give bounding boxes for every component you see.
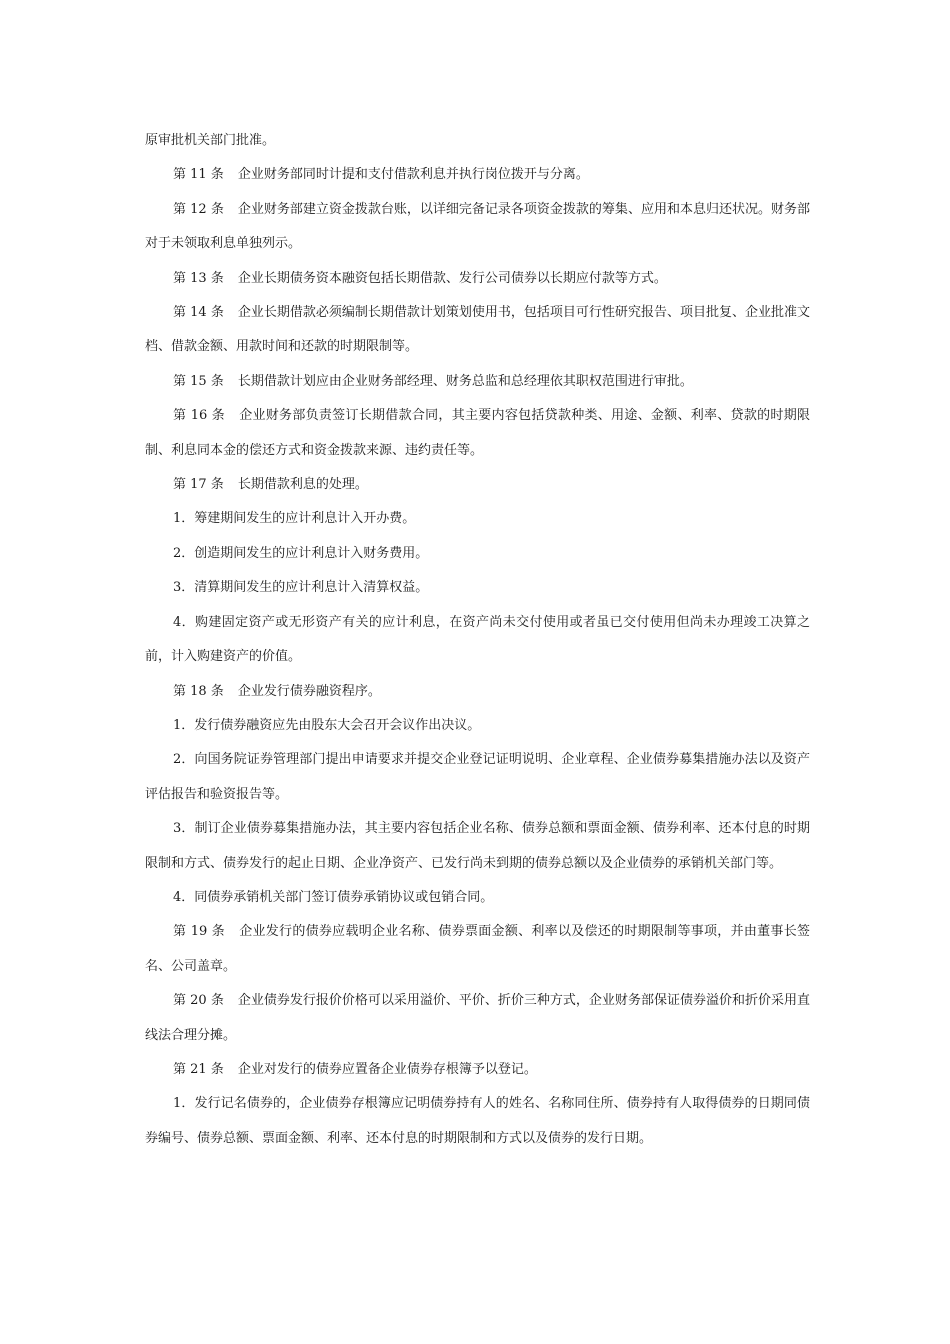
paragraph — [145, 606, 810, 675]
paragraph-text: 4．同债券承销机关部门签订债券承销协议或包销合同。 — [173, 889, 494, 905]
paragraph-text: 3．制订企业债券募集措施办法，其主要内容包括企业名称、债券总额和票面金额、债券利率、还本付息的时期限制和方式、债券发行的起止日期、企业净资产、已发行尚未到期的债券总额以及企业债券的承销机关部门等。 — [145, 821, 810, 871]
paragraph — [145, 468, 810, 502]
article-number: 第 11 条 — [173, 167, 224, 183]
paragraph-text: 1．发行记名债券的，企业债券存根簿应记明债券持有人的姓名、名称同住所、债券持有人取得债券的日期同债券编号、债券总额、票面金额、利率、还本付息的时期限制和方式以及债券的发行日期。 — [145, 1096, 810, 1146]
paragraph-text: 企业对发行的债券应置备企业债券存根簿予以登记。 — [237, 1061, 537, 1077]
paragraph — [145, 812, 810, 881]
paragraph — [145, 881, 810, 915]
paragraph-text: 3．清算期间发生的应计利息计入清算权益。 — [173, 580, 429, 596]
article-number: 第 16 条 — [173, 408, 225, 424]
paragraph — [145, 675, 810, 709]
article-number: 第 20 条 — [173, 993, 224, 1009]
paragraph — [145, 399, 810, 468]
article-number: 第 14 条 — [173, 305, 224, 321]
paragraph-text: 企业长期债务资本融资包括长期借款、发行公司债券以长期应付款等方式。 — [237, 270, 667, 286]
paragraph — [145, 743, 810, 812]
paragraph — [145, 193, 810, 262]
paragraph-text: 企业财务部负责签订长期借款合同，其主要内容包括贷款种类、用途、金额、利率、贷款的时期限制、利息同本金的偿还方式和资金拨款来源、违约责任等。 — [145, 408, 810, 458]
paragraph — [145, 571, 810, 605]
paragraph — [145, 537, 810, 571]
paragraph-text: 2．创造期间发生的应计利息计入财务费用。 — [173, 545, 429, 561]
paragraph-text: 原审批机关部门批准。 — [145, 133, 276, 148]
paragraph — [145, 984, 810, 1053]
article-number: 第 19 条 — [173, 924, 225, 940]
paragraph — [145, 1087, 810, 1156]
article-number: 第 18 条 — [173, 683, 224, 699]
paragraph — [145, 1053, 810, 1087]
article-number: 第 17 条 — [173, 477, 224, 493]
paragraph — [145, 296, 810, 365]
paragraph-text: 2．向国务院证券管理部门提出申请要求并提交企业登记证明说明、企业章程、企业债券募集措施办法以及资产评估报告和验资报告等。 — [145, 752, 810, 802]
paragraph-text: 企业债券发行报价价格可以采用溢价、平价、折价三种方式，企业财务部保证债券溢价和折价采用直线法合理分摊。 — [145, 993, 810, 1043]
paragraph-text: 长期借款计划应由企业财务部经理、财务总监和总经理依其职权范围进行审批。 — [237, 373, 693, 389]
paragraph — [145, 365, 810, 399]
paragraph-text: 企业长期借款必须编制长期借款计划策划使用书，包括项目可行性研究报告、项目批复、企业批准文档、借款金额、用款时间和还款的时期限制等。 — [145, 305, 810, 355]
paragraph — [145, 709, 810, 743]
paragraph-text: 企业发行的债券应载明企业名称、债券票面金额、利率以及偿还的时期限制等事项，并由董事长签名、公司盖章。 — [145, 924, 810, 974]
paragraph — [145, 262, 810, 296]
paragraph — [145, 915, 810, 984]
paragraph-text: 1．筹建期间发生的应计利息计入开办费。 — [173, 511, 416, 527]
paragraph-text: 长期借款利息的处理。 — [237, 477, 368, 493]
article-number: 第 21 条 — [173, 1061, 224, 1077]
paragraph-text: 企业财务部建立资金拨款台账，以详细完备记录各项资金拨款的筹集、应用和本息归还状况。财务部对于未领取利息单独列示。 — [145, 201, 810, 252]
paragraph — [145, 124, 810, 158]
article-number: 第 13 条 — [173, 270, 224, 286]
paragraph-text: 4．购建固定资产或无形资产有关的应计利息，在资产尚未交付使用或者虽已交付使用但尚未办理竣工决算之前，计入购建资产的价值。 — [145, 614, 810, 665]
paragraph — [145, 502, 810, 536]
paragraph-text: 企业发行债券融资程序。 — [237, 683, 381, 699]
paragraph-text: 企业财务部同时计提和支付借款利息并执行岗位拨开与分离。 — [237, 167, 589, 183]
paragraph — [145, 158, 810, 192]
document-body — [145, 124, 810, 1156]
article-number: 第 12 条 — [173, 201, 224, 217]
article-number: 第 15 条 — [173, 373, 224, 389]
paragraph-text: 1．发行债券融资应先由股东大会召开会议作出决议。 — [173, 717, 481, 733]
